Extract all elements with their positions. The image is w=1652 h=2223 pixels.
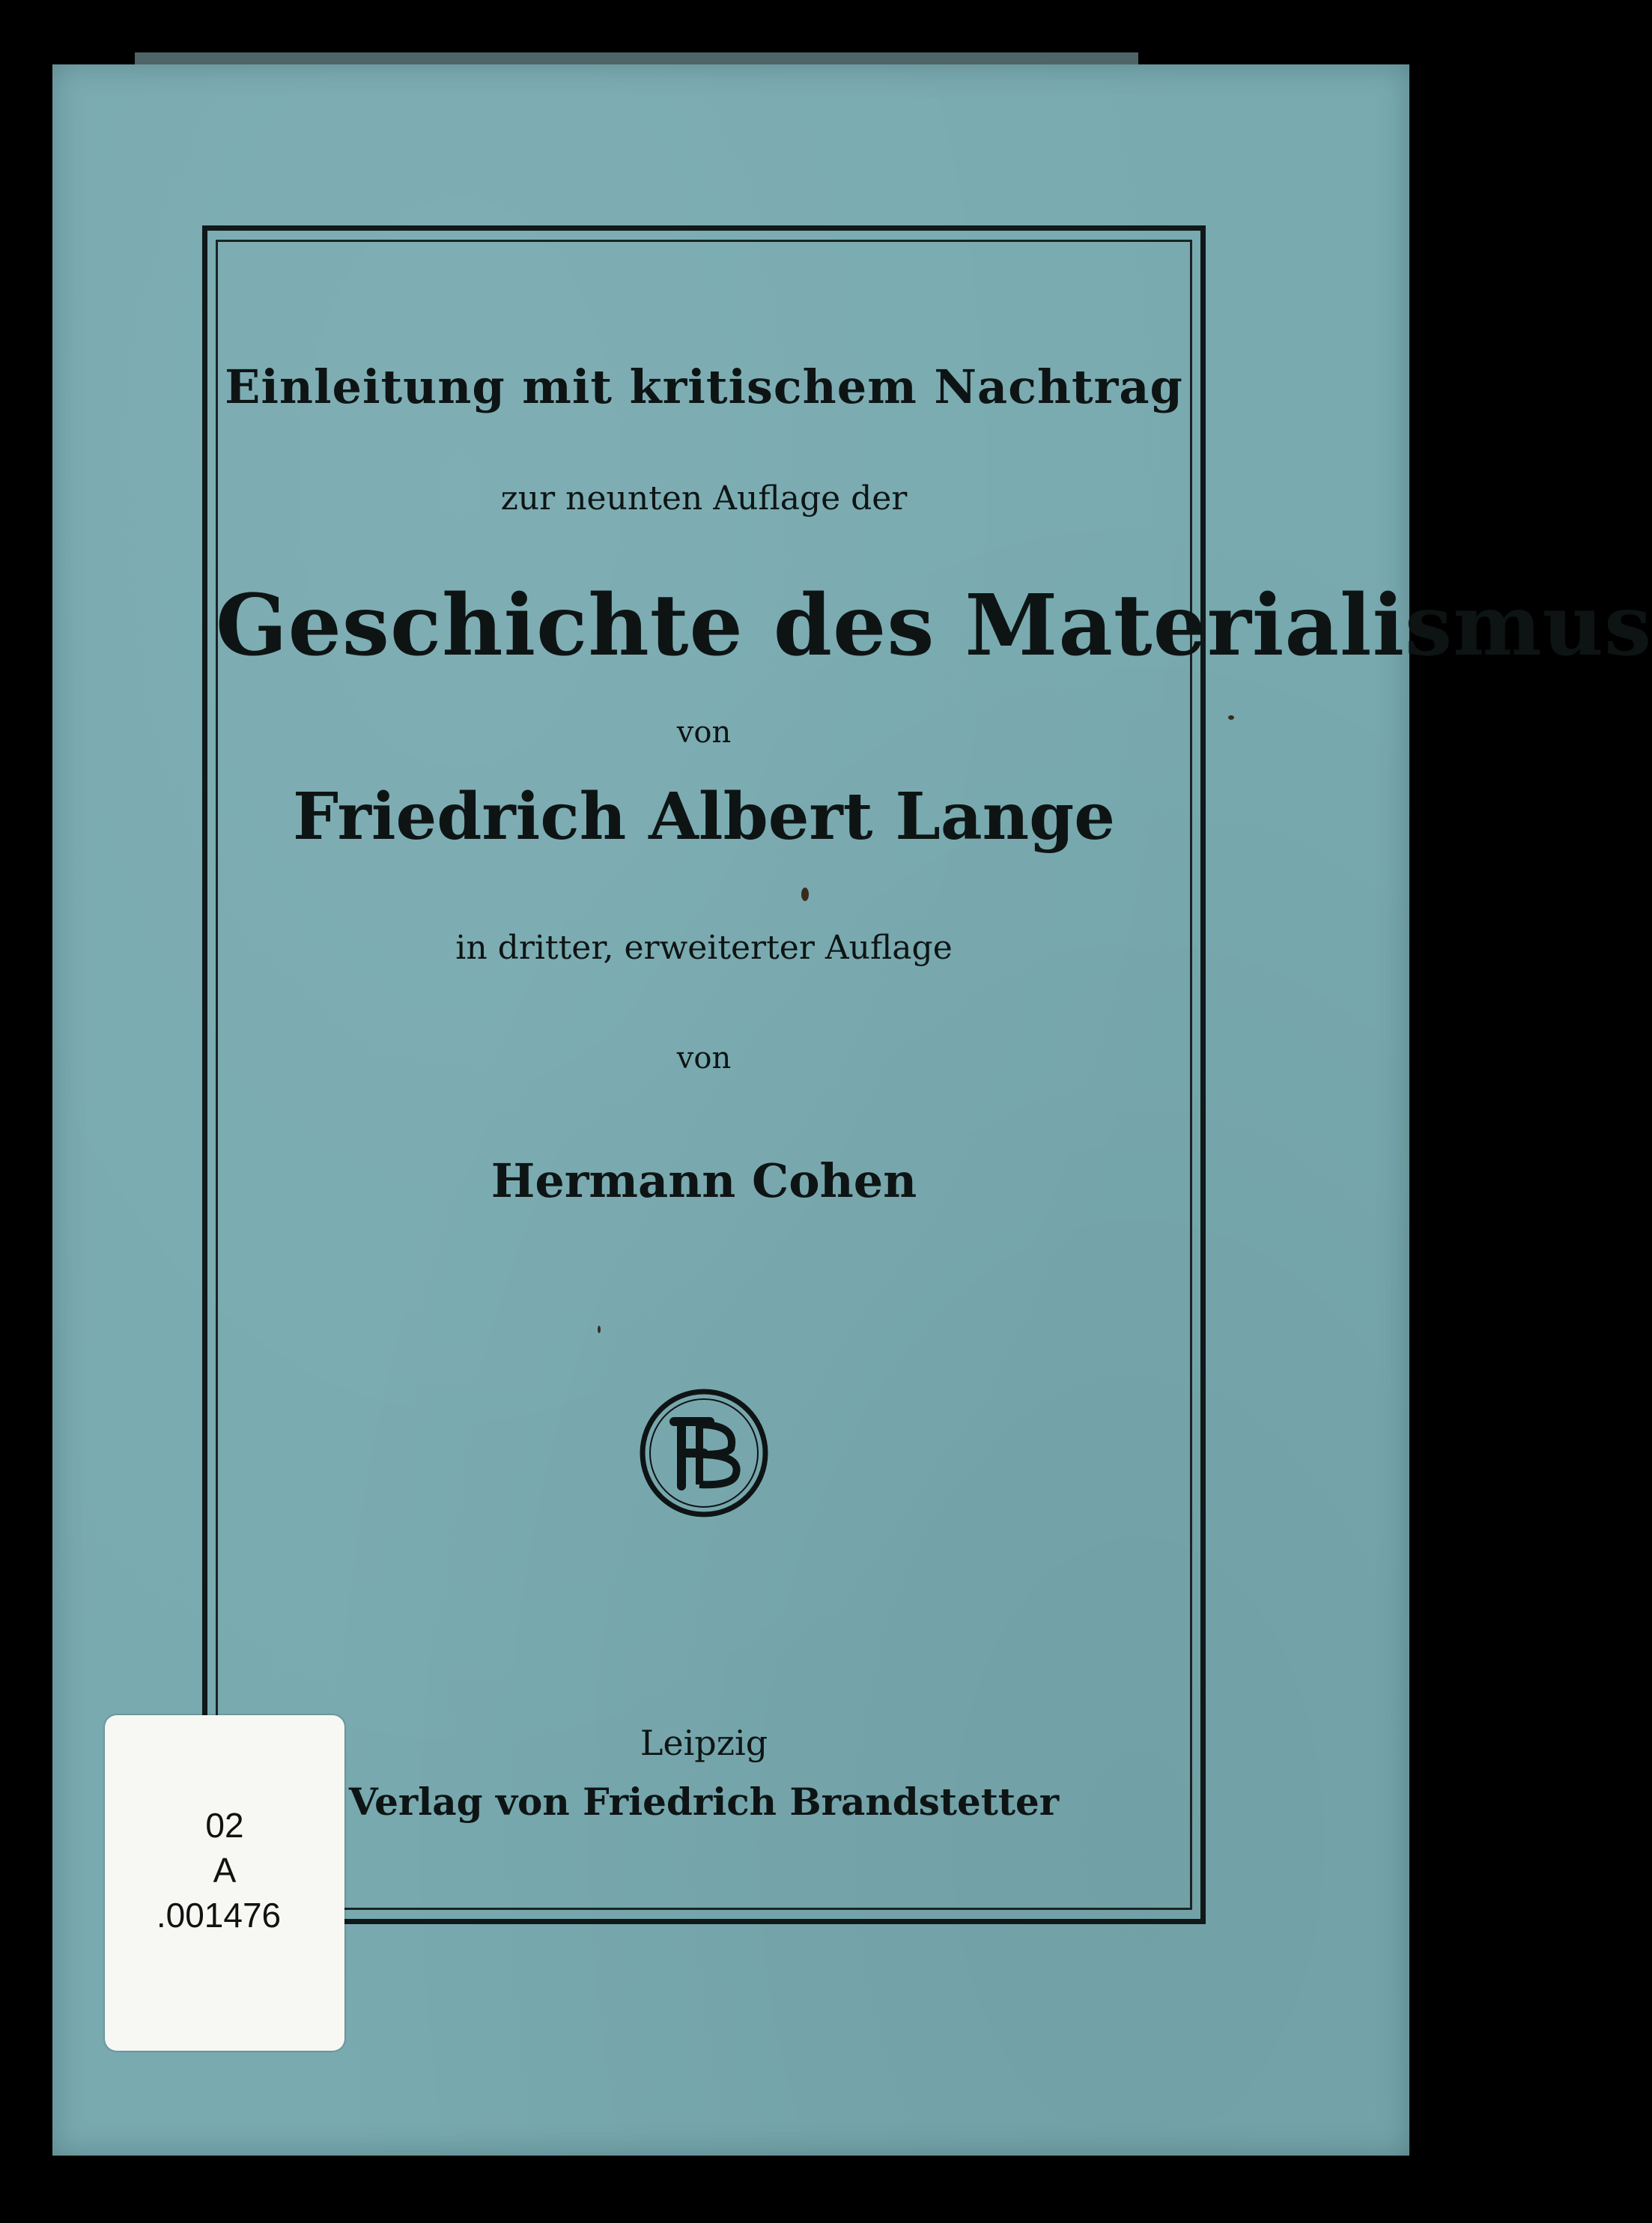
by-line-2: von bbox=[676, 1041, 732, 1076]
editor-name: Hermann Cohen bbox=[491, 1153, 917, 1208]
shelf-label-line-3: .001476 bbox=[156, 1896, 282, 1935]
subtitle-intro: Einleitung mit kritischem Nachtrag bbox=[225, 360, 1183, 414]
publication-place: Leipzig bbox=[640, 1723, 768, 1763]
paper-speck bbox=[801, 888, 809, 901]
paper-speck bbox=[598, 1326, 601, 1333]
subtitle-edition-note: zur neunten Auflage der bbox=[500, 479, 908, 518]
shelf-label-line-1: 02 bbox=[205, 1806, 244, 1845]
publisher-monogram-logo bbox=[638, 1387, 770, 1519]
shelf-label-line-2: A bbox=[213, 1851, 237, 1890]
edition-note: in dritter, erweiterter Auflage bbox=[455, 929, 953, 967]
author-name: Friedrich Albert Lange bbox=[293, 779, 1115, 855]
cover-top-edge bbox=[135, 52, 1138, 64]
publisher-name: Verlag von Friedrich Brandstetter bbox=[348, 1780, 1060, 1824]
book-title: Geschichte des Materialismus bbox=[216, 577, 1652, 675]
by-line-1: von bbox=[676, 715, 732, 750]
library-shelf-label bbox=[105, 1715, 344, 2051]
paper-speck bbox=[1228, 715, 1234, 720]
